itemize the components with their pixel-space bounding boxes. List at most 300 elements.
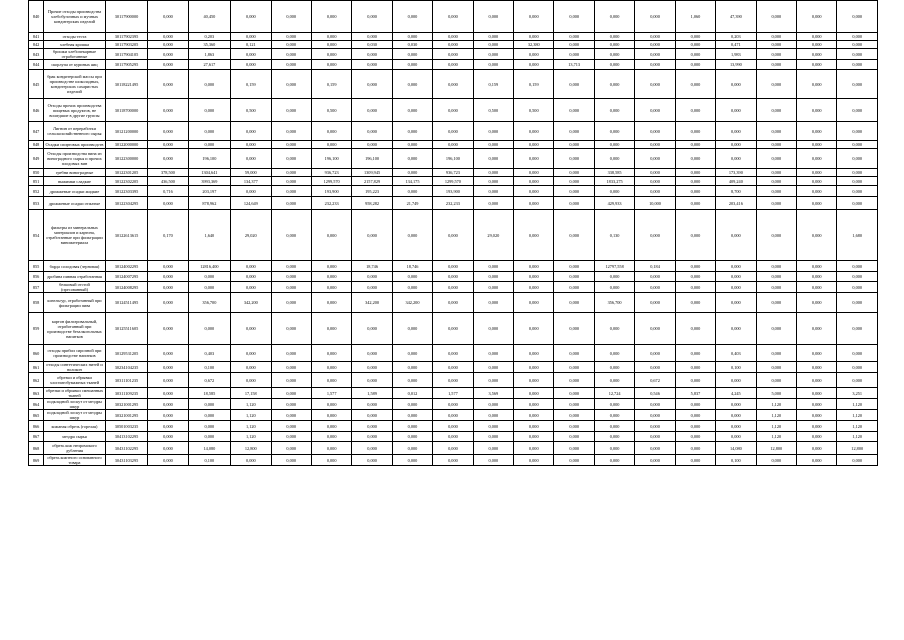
value-cell: 1,120 bbox=[756, 399, 796, 410]
value-cell: 1,640 bbox=[188, 210, 230, 261]
value-cell: 0,000 bbox=[716, 421, 756, 432]
value-cell: 0,000 bbox=[675, 169, 715, 177]
value-cell: 0,000 bbox=[148, 399, 188, 410]
value-cell: 0,000 bbox=[352, 399, 392, 410]
value-cell: 1,120 bbox=[837, 432, 878, 442]
fkko-code: 30117905295 bbox=[105, 60, 147, 70]
row-number: 850 bbox=[29, 169, 44, 177]
value-cell: 0,000 bbox=[392, 313, 432, 345]
value-cell: 0,000 bbox=[594, 313, 634, 345]
value-cell: 0,000 bbox=[635, 313, 675, 345]
value-cell: 0,000 bbox=[635, 122, 675, 141]
value-cell: 0,000 bbox=[148, 442, 188, 455]
table-row bbox=[29, 122, 878, 141]
value-cell: 0,500 bbox=[311, 99, 351, 122]
value-cell: 59,000 bbox=[231, 169, 271, 177]
value-cell: 0,000 bbox=[148, 261, 188, 272]
value-cell: 0,000 bbox=[756, 197, 796, 210]
value-cell: 0,000 bbox=[514, 177, 554, 186]
value-cell: 0,000 bbox=[797, 210, 837, 261]
value-cell: 0,159 bbox=[231, 70, 271, 99]
value-cell: 0,000 bbox=[756, 293, 796, 313]
value-cell: 0,000 bbox=[271, 282, 311, 293]
value-cell: 0,000 bbox=[392, 442, 432, 455]
value-cell: 0,000 bbox=[675, 60, 715, 70]
value-cell: 0,000 bbox=[148, 293, 188, 313]
value-cell: 0,000 bbox=[473, 169, 513, 177]
row-number: 860 bbox=[29, 345, 44, 362]
value-cell: 0,000 bbox=[392, 169, 432, 177]
value-cell: 0,000 bbox=[675, 141, 715, 149]
value-cell: 0,000 bbox=[311, 272, 351, 282]
table-row bbox=[29, 33, 878, 41]
value-cell: 0,000 bbox=[797, 345, 837, 362]
value-cell: 0,000 bbox=[392, 149, 432, 169]
value-cell: 436,500 bbox=[148, 177, 188, 186]
table-row bbox=[29, 41, 878, 49]
row-number: 854 bbox=[29, 210, 44, 261]
value-cell: 0,000 bbox=[594, 186, 634, 197]
value-cell: 0,000 bbox=[756, 261, 796, 272]
table-row bbox=[29, 432, 878, 442]
waste-name: дрожжевые осадки жидкие bbox=[44, 186, 106, 197]
waste-name: картон фильтровальный, отработанный при производстве безалкогольных напитков bbox=[44, 313, 106, 345]
value-cell: 18,746 bbox=[392, 261, 432, 272]
value-cell: 0,000 bbox=[311, 33, 351, 41]
value-cell: 0,000 bbox=[675, 41, 715, 49]
value-cell: 0,000 bbox=[675, 49, 715, 60]
value-cell: 13,713 bbox=[554, 60, 594, 70]
value-cell: 0,000 bbox=[635, 177, 675, 186]
value-cell: 0,000 bbox=[635, 1, 675, 33]
value-cell: 0,000 bbox=[473, 399, 513, 410]
value-cell: 0,000 bbox=[392, 122, 432, 141]
value-cell: 0,000 bbox=[594, 70, 634, 99]
value-cell: 0,000 bbox=[797, 169, 837, 177]
value-cell: 0,000 bbox=[554, 33, 594, 41]
value-cell: 0,000 bbox=[392, 210, 432, 261]
value-cell: 0,000 bbox=[837, 1, 878, 33]
value-cell: 0,000 bbox=[148, 388, 188, 399]
value-cell: 0,000 bbox=[392, 186, 432, 197]
value-cell: 0,000 bbox=[473, 1, 513, 33]
fkko-code: 30122613615 bbox=[105, 210, 147, 261]
value-cell: 0,000 bbox=[756, 362, 796, 373]
value-cell: 0,000 bbox=[271, 122, 311, 141]
value-cell: 0,000 bbox=[473, 282, 513, 293]
row-number: 867 bbox=[29, 432, 44, 442]
value-cell: 0,000 bbox=[797, 122, 837, 141]
value-cell: 0,000 bbox=[554, 141, 594, 149]
value-cell: 0,000 bbox=[473, 261, 513, 272]
value-cell: 0,000 bbox=[594, 362, 634, 373]
row-number: 865 bbox=[29, 410, 44, 421]
value-cell: 0,000 bbox=[837, 373, 878, 388]
value-cell: 0,000 bbox=[473, 122, 513, 141]
value-cell: 0,000 bbox=[271, 210, 311, 261]
value-cell: 21,749 bbox=[392, 197, 432, 210]
value-cell: 1299,570 bbox=[433, 177, 473, 186]
value-cell: 0,000 bbox=[635, 362, 675, 373]
value-cell: 0,546 bbox=[635, 388, 675, 399]
value-cell: 0,000 bbox=[148, 1, 188, 33]
value-cell: 0,000 bbox=[392, 282, 432, 293]
value-cell: 0,000 bbox=[231, 362, 271, 373]
value-cell: 0,000 bbox=[837, 41, 878, 49]
waste-name: Прочие отходы производства хлебобулочных и мучных кондитерских изделий bbox=[44, 1, 106, 33]
value-cell: 0,000 bbox=[756, 33, 796, 41]
value-cell: 0,000 bbox=[554, 313, 594, 345]
value-cell: 203,416 bbox=[716, 197, 756, 210]
value-cell: 0,000 bbox=[352, 272, 392, 282]
waste-name: брошки хлебопекарные отработанные bbox=[44, 49, 106, 60]
value-cell: 0,000 bbox=[148, 455, 188, 466]
value-cell: 0,000 bbox=[311, 313, 351, 345]
value-cell: 0,000 bbox=[433, 399, 473, 410]
value-cell: 0,000 bbox=[188, 313, 230, 345]
waste-name: кожаная обрезь (горелая) bbox=[44, 421, 106, 432]
value-cell: 936,723 bbox=[311, 169, 351, 177]
value-cell: 0,000 bbox=[433, 70, 473, 99]
value-cell: 0,000 bbox=[473, 313, 513, 345]
value-cell: 0,000 bbox=[148, 49, 188, 60]
value-cell: 0,000 bbox=[433, 1, 473, 33]
value-cell: 0,000 bbox=[554, 399, 594, 410]
value-cell: 0,000 bbox=[311, 49, 351, 60]
value-cell: 0,000 bbox=[148, 432, 188, 442]
value-cell: 0,000 bbox=[433, 122, 473, 141]
waste-name: отходы синтетических нитей и волокон bbox=[44, 362, 106, 373]
value-cell: 0,403 bbox=[188, 345, 230, 362]
waste-name: обрезь кож непромокого дубления bbox=[44, 442, 106, 455]
value-cell: 0,000 bbox=[797, 442, 837, 455]
table-row bbox=[29, 282, 878, 293]
value-cell: 0,500 bbox=[473, 99, 513, 122]
value-cell: 12,724 bbox=[594, 388, 634, 399]
value-cell: 0,000 bbox=[311, 373, 351, 388]
value-cell: 0,000 bbox=[473, 186, 513, 197]
value-cell: 0,000 bbox=[311, 41, 351, 49]
value-cell: 0,000 bbox=[594, 33, 634, 41]
value-cell: 0,000 bbox=[635, 99, 675, 122]
waste-name: подкладной лоскут от мездры шкур bbox=[44, 410, 106, 421]
value-cell: 0,000 bbox=[797, 186, 837, 197]
value-cell: 0,000 bbox=[311, 410, 351, 421]
table-row bbox=[29, 421, 878, 432]
value-cell: 0,000 bbox=[271, 49, 311, 60]
value-cell: 0,000 bbox=[352, 122, 392, 141]
value-cell: 0,000 bbox=[433, 49, 473, 60]
value-cell: 0,000 bbox=[837, 282, 878, 293]
value-cell: 0,000 bbox=[392, 373, 432, 388]
value-cell: 1833,275 bbox=[594, 177, 634, 186]
table-row bbox=[29, 186, 878, 197]
value-cell: 0,000 bbox=[756, 70, 796, 99]
value-cell: 0,000 bbox=[716, 99, 756, 122]
value-cell: 0,000 bbox=[797, 388, 837, 399]
value-cell: 0,000 bbox=[433, 432, 473, 442]
value-cell: 232,233 bbox=[311, 197, 351, 210]
value-cell: 0,000 bbox=[837, 149, 878, 169]
value-cell: 0,000 bbox=[271, 141, 311, 149]
value-cell: 12,800 bbox=[756, 442, 796, 455]
value-cell: 0,000 bbox=[392, 272, 432, 282]
table-row bbox=[29, 197, 878, 210]
value-cell: 32,380 bbox=[514, 41, 554, 49]
value-cell: 0,000 bbox=[756, 141, 796, 149]
value-cell: 3,569 bbox=[473, 388, 513, 399]
value-cell: 0,000 bbox=[797, 99, 837, 122]
value-cell: 356,700 bbox=[594, 293, 634, 313]
value-cell: 0,000 bbox=[311, 122, 351, 141]
value-cell: 0,000 bbox=[675, 293, 715, 313]
value-cell: 0,000 bbox=[514, 186, 554, 197]
fkko-code: 30121200000 bbox=[105, 122, 147, 141]
value-cell: 0,000 bbox=[554, 272, 594, 282]
value-cell: 0,000 bbox=[635, 41, 675, 49]
value-cell: 0,000 bbox=[554, 293, 594, 313]
value-cell: 0,000 bbox=[635, 410, 675, 421]
value-cell: 0,000 bbox=[635, 293, 675, 313]
value-cell: 0,000 bbox=[352, 362, 392, 373]
value-cell: 0,000 bbox=[311, 1, 351, 33]
value-cell: 0,000 bbox=[514, 362, 554, 373]
value-cell: 0,000 bbox=[756, 49, 796, 60]
value-cell: 1,120 bbox=[756, 410, 796, 421]
value-cell: 0,000 bbox=[433, 261, 473, 272]
value-cell: 0,000 bbox=[554, 1, 594, 33]
value-cell: 0,716 bbox=[148, 186, 188, 197]
value-cell: 0,000 bbox=[554, 186, 594, 197]
value-cell: 0,000 bbox=[392, 1, 432, 33]
value-cell: 0,000 bbox=[231, 455, 271, 466]
value-cell: 0,000 bbox=[594, 1, 634, 33]
value-cell: 35,360 bbox=[188, 41, 230, 49]
value-cell: 0,000 bbox=[392, 455, 432, 466]
value-cell: 0,000 bbox=[352, 141, 392, 149]
value-cell: 0,000 bbox=[594, 432, 634, 442]
value-cell: 1,120 bbox=[837, 410, 878, 421]
table-row bbox=[29, 388, 878, 399]
fkko-code: 30117904105 bbox=[105, 49, 147, 60]
fkko-code: 30117903205 bbox=[105, 41, 147, 49]
fkko-code: 30321001295 bbox=[105, 399, 147, 410]
value-cell: 0,000 bbox=[311, 399, 351, 410]
value-cell: 0,000 bbox=[433, 345, 473, 362]
value-cell: 0,000 bbox=[837, 362, 878, 373]
value-cell: 0,000 bbox=[797, 261, 837, 272]
row-number: 845 bbox=[29, 70, 44, 99]
table-row bbox=[29, 49, 878, 60]
value-cell: 0,000 bbox=[756, 455, 796, 466]
value-cell: 0,000 bbox=[311, 442, 351, 455]
value-cell: 0,000 bbox=[311, 293, 351, 313]
value-cell: 0,000 bbox=[231, 282, 271, 293]
value-cell: 0,000 bbox=[716, 373, 756, 388]
value-cell: 0,000 bbox=[675, 272, 715, 282]
value-cell: 0,000 bbox=[797, 399, 837, 410]
value-cell: 0,000 bbox=[797, 362, 837, 373]
value-cell: 0,000 bbox=[231, 345, 271, 362]
value-cell: 0,000 bbox=[473, 373, 513, 388]
value-cell: 0,100 bbox=[716, 455, 756, 466]
waste-name: Осадки спиртовых производств bbox=[45, 142, 104, 147]
value-cell: 12797,558 bbox=[594, 261, 634, 272]
value-cell: 0,000 bbox=[148, 141, 188, 149]
fkko-code: 30124002295 bbox=[105, 261, 147, 272]
value-cell: 0,000 bbox=[473, 442, 513, 455]
value-cell: 0,000 bbox=[473, 149, 513, 169]
value-cell: 0,000 bbox=[756, 272, 796, 282]
value-cell: 0,000 bbox=[837, 261, 878, 272]
value-cell: 0,000 bbox=[473, 455, 513, 466]
value-cell: 0,000 bbox=[635, 345, 675, 362]
value-cell: 14,080 bbox=[716, 442, 756, 455]
value-cell: 0,000 bbox=[433, 442, 473, 455]
value-cell: 0,000 bbox=[554, 442, 594, 455]
value-cell: 1,120 bbox=[231, 410, 271, 421]
table-row bbox=[29, 1, 878, 33]
value-cell: 3993,369 bbox=[188, 177, 230, 186]
waste-name: белковый отстой (пресованный) bbox=[44, 282, 106, 293]
waste-name: выжимки сладкие bbox=[44, 177, 106, 186]
value-cell: 0,000 bbox=[594, 141, 634, 149]
waste-name: скорлупа от куриных яиц bbox=[44, 60, 106, 70]
value-cell: 0,000 bbox=[514, 1, 554, 33]
value-cell: 0,000 bbox=[756, 313, 796, 345]
row-number: 843 bbox=[29, 49, 44, 60]
value-cell: 0,000 bbox=[675, 442, 715, 455]
value-cell: 0,000 bbox=[433, 313, 473, 345]
value-cell: 0,000 bbox=[311, 282, 351, 293]
table-row bbox=[29, 410, 878, 421]
value-cell: 0,000 bbox=[594, 272, 634, 282]
value-cell: 0,000 bbox=[837, 49, 878, 60]
value-cell: 0,000 bbox=[433, 141, 473, 149]
value-cell: 0,000 bbox=[352, 49, 392, 60]
value-cell: 0,000 bbox=[797, 410, 837, 421]
value-cell: 1299,570 bbox=[311, 177, 351, 186]
value-cell: 0,184 bbox=[635, 261, 675, 272]
value-cell: 0,000 bbox=[271, 261, 311, 272]
value-cell: 0,000 bbox=[514, 373, 554, 388]
fkko-code: 30122303395 bbox=[105, 186, 147, 197]
value-cell: 193,900 bbox=[311, 186, 351, 197]
value-cell: 0,000 bbox=[231, 33, 271, 41]
value-cell: 0,000 bbox=[837, 345, 878, 362]
table-row bbox=[29, 99, 878, 122]
value-cell: 0,000 bbox=[635, 141, 675, 149]
value-cell: 1,120 bbox=[231, 399, 271, 410]
value-cell: 0,000 bbox=[675, 421, 715, 432]
value-cell: 0,000 bbox=[797, 455, 837, 466]
row-number: 846 bbox=[29, 99, 44, 122]
row-number: 851 bbox=[29, 177, 44, 186]
value-cell: 0,000 bbox=[311, 141, 351, 149]
value-cell: 1309,945 bbox=[352, 169, 392, 177]
value-cell: 0,000 bbox=[473, 49, 513, 60]
fkko-code: 30117902395 bbox=[105, 33, 147, 41]
value-cell: 0,000 bbox=[756, 1, 796, 33]
value-cell: 0,000 bbox=[594, 399, 634, 410]
waste-name: брак кондитерской массы при производстве шоколадных, кондитерских сахаристых изделий bbox=[44, 70, 106, 99]
value-cell: 0,000 bbox=[433, 272, 473, 282]
value-cell: 0,000 bbox=[271, 41, 311, 49]
value-cell: 0,000 bbox=[797, 141, 837, 149]
value-cell: 0,000 bbox=[352, 33, 392, 41]
value-cell: 0,000 bbox=[271, 149, 311, 169]
value-cell: 0,000 bbox=[554, 421, 594, 432]
waste-name: дробина пивная отработанная bbox=[44, 272, 106, 282]
value-cell: 0,000 bbox=[797, 149, 837, 169]
value-cell: 0,000 bbox=[635, 282, 675, 293]
row-number: 852 bbox=[29, 186, 44, 197]
value-cell: 0,000 bbox=[554, 261, 594, 272]
value-cell: 0,000 bbox=[148, 99, 188, 122]
value-cell: 0,000 bbox=[231, 141, 271, 149]
value-cell: 0,000 bbox=[756, 41, 796, 49]
value-cell: 0,000 bbox=[352, 410, 392, 421]
value-cell: 0,030 bbox=[392, 41, 432, 49]
value-cell: 0,000 bbox=[635, 60, 675, 70]
waste-name: Отходы прочих производства пищевых продуктов, не вошедшие в другие группы bbox=[44, 99, 106, 122]
value-cell: 5,837 bbox=[675, 388, 715, 399]
value-cell: 0,000 bbox=[433, 410, 473, 421]
value-cell: 0,000 bbox=[392, 345, 432, 362]
table-row bbox=[29, 442, 878, 455]
value-cell: 0,000 bbox=[554, 99, 594, 122]
value-cell: 0,000 bbox=[271, 197, 311, 210]
waste-name: кизельгур, отработанный при фильтрации пива bbox=[44, 293, 106, 313]
value-cell: 4,245 bbox=[716, 388, 756, 399]
value-cell: 0,000 bbox=[594, 455, 634, 466]
value-cell: 0,000 bbox=[352, 345, 392, 362]
value-cell: 0,000 bbox=[716, 141, 756, 149]
table-row bbox=[29, 455, 878, 466]
value-cell: 0,000 bbox=[231, 49, 271, 60]
value-cell: 0,000 bbox=[148, 149, 188, 169]
value-cell: 0,000 bbox=[473, 60, 513, 70]
value-cell: 0,000 bbox=[675, 373, 715, 388]
fkko-code: 30122302205 bbox=[105, 177, 147, 186]
row-number: 868 bbox=[29, 442, 44, 455]
value-cell: 0,000 bbox=[231, 186, 271, 197]
value-cell: 0,000 bbox=[148, 41, 188, 49]
value-cell: 378,500 bbox=[148, 169, 188, 177]
value-cell: 0,000 bbox=[675, 122, 715, 141]
value-cell: 0,000 bbox=[188, 421, 230, 432]
value-cell: 0,672 bbox=[188, 373, 230, 388]
row-number: 866 bbox=[29, 421, 44, 432]
value-cell: 0,000 bbox=[392, 49, 432, 60]
value-cell: 0,000 bbox=[635, 421, 675, 432]
value-cell: 0,500 bbox=[231, 99, 271, 122]
value-cell: 0,000 bbox=[675, 455, 715, 466]
value-cell: 13,990 bbox=[716, 60, 756, 70]
value-cell: 0,000 bbox=[271, 60, 311, 70]
value-cell: 0,000 bbox=[514, 282, 554, 293]
fkko-code: 30413102295 bbox=[105, 432, 147, 442]
value-cell: 0,000 bbox=[716, 282, 756, 293]
value-cell: 1,577 bbox=[311, 388, 351, 399]
value-cell: 0,000 bbox=[635, 169, 675, 177]
fkko-code: 30125511605 bbox=[105, 313, 147, 345]
value-cell: 0,000 bbox=[675, 410, 715, 421]
value-cell: 0,012 bbox=[392, 388, 432, 399]
value-cell: 0,000 bbox=[756, 186, 796, 197]
value-cell: 0,000 bbox=[188, 70, 230, 99]
value-cell: 0,000 bbox=[352, 70, 392, 99]
